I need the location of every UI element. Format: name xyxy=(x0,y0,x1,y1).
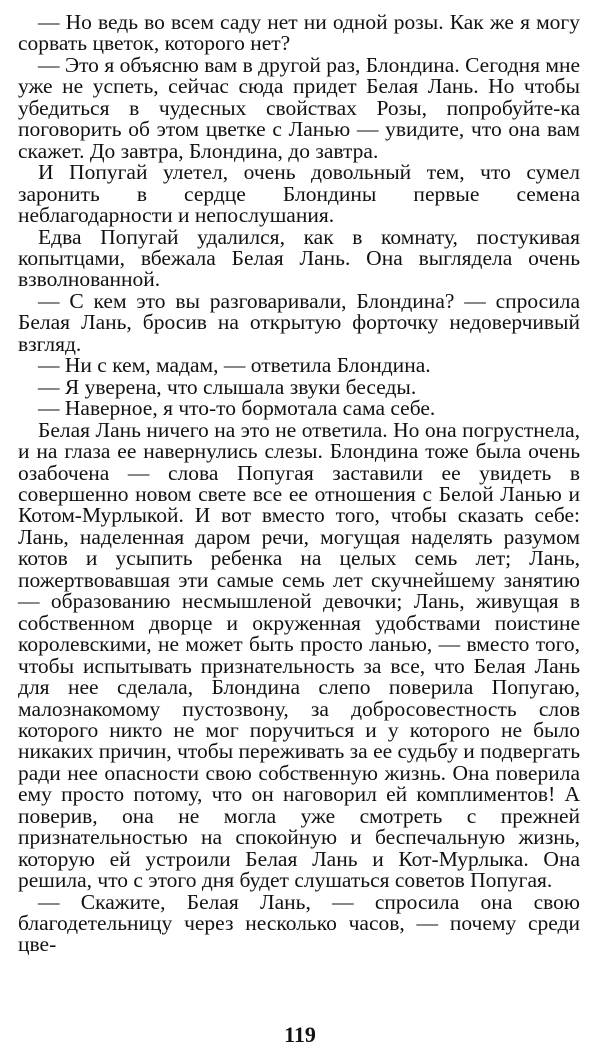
paragraph-5: — С кем это вы разговаривали, Блондина? — спросила Белая Лань, бросив на открытую форточку недоверчивый взгляд. xyxy=(18,288,580,356)
paragraph-10: — Скажите, Белая Лань, — спросила она свою благодетельницу через несколько часов, — почему среди цве- xyxy=(18,889,580,957)
paragraph-1: — Но ведь во всем саду нет ни одной розы. Как же я могу сорвать цветок, которого нет? xyxy=(18,10,580,56)
paragraph-7: — Я уверена, что слышала звуки беседы. xyxy=(38,374,417,399)
paragraph-3: И Попугай улетел, очень довольный тем, что сумел заронить в сердце Блондины первые семена неблагодарности и непослушания. xyxy=(18,160,580,228)
paragraph-2: — Это я объясню вам в другой раз, Блондина. Сегодня мне уже не успеть, сейчас сюда придет Белая Лань. Но чтобы убедиться в чудесных свойствах Розы, попробуйте-ка поговорить об этом цветке с Ланью — увидите, что она вам скажет. До завтра, Блондина, до завтра. xyxy=(18,52,580,163)
book-page-text xyxy=(18,12,580,956)
paragraph-8: — Наверное, я что-то бормотала сама себе. xyxy=(38,396,436,421)
paragraph-6: — Ни с кем, мадам, — ответила Блондина. xyxy=(38,353,431,378)
page-number: 119 xyxy=(284,1022,316,1047)
paragraph-4: Едва Попугай удалился, как в комнату, постукивая копытцами, вбежала Белая Лань. Она выглядела очень взволнованной. xyxy=(18,224,580,292)
paragraph-9: Белая Лань ничего на это не ответила. Но она погрустнела, и на глаза ее навернулись слезы. Блондина тоже была очень озабочена — слова Попугая заставили ее увидеть в совершенно новом свете все ее отношения с Белой Ланью и Котом-Мурлыкой. И вот вместо того, чтобы сказать себе: Лань, наделенная даром речи, могущая наделять разумом котов и усыпить ребенка на целых семь лет; Лань, пожертвовавшая эти самые семь лет скучнейшему занятию — образованию несмышленой девочки; Лань, живущая в собственном дворце и окруженная удобствами поистине королевскими, не может быть просто ланью, — вместо того, чтобы испытывать признательность за все, что Белая Лань для нее сделала, Блондина слепо поверила Попугаю, малознакомому пустозвону, за добросовестность слов которого никто не мог поручиться и у которого не было никаких причин, чтобы переживать за ее судьбу и подвергать ради нее опасности свою собственную жизнь. Она поверила ему просто потому, что он наговорил ей комплиментов! А поверив, она не могла уже смотреть с прежней признательностью на спокойную и беспечальную жизнь, которую ей устроили Белая Лань и Кот-Мурлыка. Она решила, что с этого дня будет слушаться советов Попугая. xyxy=(18,417,580,893)
